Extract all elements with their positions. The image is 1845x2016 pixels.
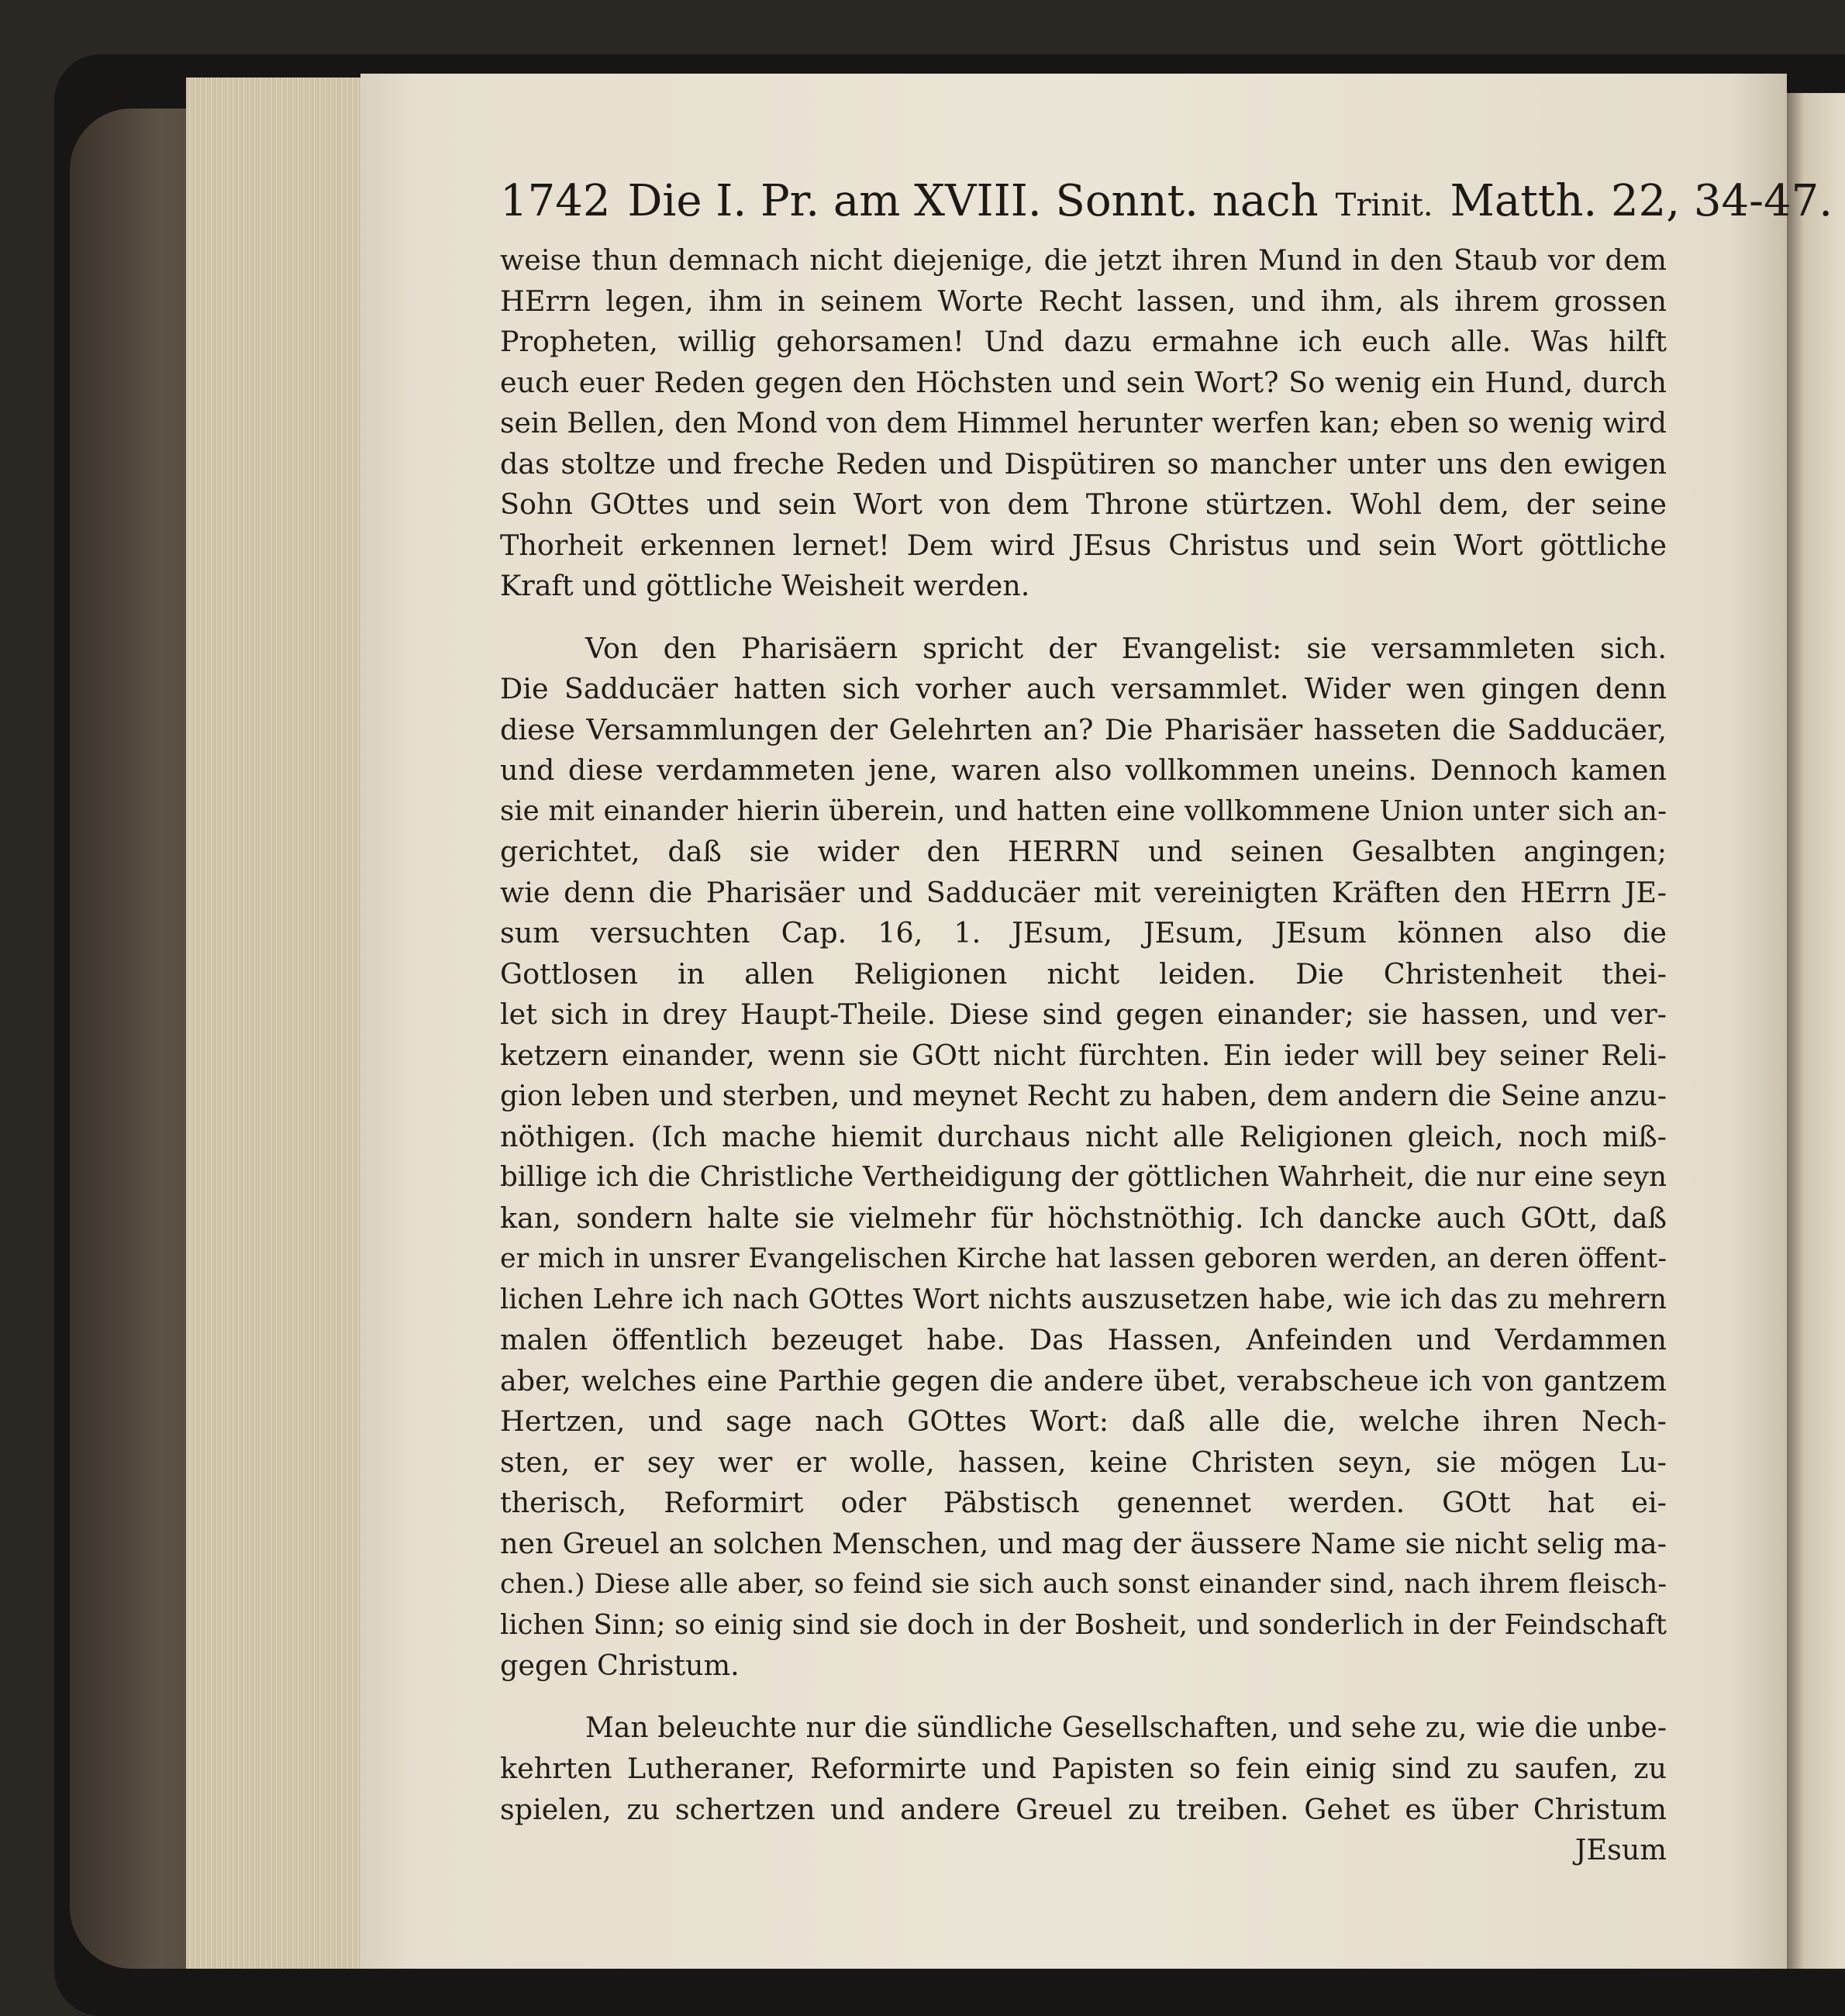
running-title: Die I. Pr. am XVIII. Sonnt. nach — [627, 176, 1319, 226]
text-line: lichen Sinn; so einig sind sie doch in der Bosheit, und sonderlich in der Feindschaft — [500, 1608, 1667, 1641]
text-line: Propheten, willig gehorsamen! Und dazu ermahne ich euch alle. Was hilft — [500, 325, 1667, 358]
text-line: weise thun demnach nicht diejenige, die jetzt ihren Mund in den Staub vor dem — [500, 243, 1667, 277]
catchword: JEsum — [1574, 1833, 1667, 1866]
text-line: Gottlosen in allen Religionen nicht leiden. Die Christenheit thei- — [500, 956, 1667, 991]
body-text — [500, 240, 1667, 1871]
text-line: Kraft und göttliche Weisheit werden. — [500, 569, 1030, 602]
text-line: spielen, zu schertzen und andere Greuel zu treiben. Gehet es über Christum — [500, 1792, 1667, 1826]
text-line: Thorheit erkennen lernet! Dem wird JEsus Christus und sein Wort göttliche — [500, 528, 1667, 562]
text-line: Von den Pharisäern spricht der Evangelist: sie versammleten sich. — [585, 631, 1667, 665]
text-line: let sich in drey Haupt-Theile. Diese sind gegen einander; sie hassen, und ver- — [500, 998, 1667, 1031]
text-line: gegen Christum. — [500, 1649, 740, 1682]
page-number: 1742 — [500, 176, 611, 226]
running-title-trinit: Trinit. — [1335, 188, 1433, 223]
text-line: Hertzen, und sage nach GOttes Wort: daß alle die, welche ihren Nech- — [500, 1404, 1667, 1438]
text-line: malen öffentlich bezeuget habe. Das Hassen, Anfeinden und Verdammen — [500, 1323, 1667, 1356]
text-line: er mich in unsrer Evangelischen Kirche hat lassen geboren werden, an deren öffent- — [500, 1243, 1667, 1274]
text-line: kehrten Lutheraner, Reformirte und Papisten so fein einig sind zu saufen, zu — [500, 1752, 1667, 1785]
text-line: lichen Lehre ich nach GOttes Wort nichts auszusetzen habe, wie ich das zu mehrern — [500, 1283, 1667, 1315]
text-line: euch euer Reden gegen den Höchsten und sein Wort? So wenig ein Hund, durch — [500, 365, 1667, 399]
text-line: Sohn GOttes und sein Wort von dem Throne stürtzen. Wohl dem, der seine — [500, 488, 1667, 521]
text-line: diese Versammlungen der Gelehrten an? Die Pharisäer hasseten die Sadducäer, — [500, 712, 1667, 746]
text-line: HErrn legen, ihm in seinem Worte Recht lassen, und ihm, als ihrem grossen — [500, 284, 1667, 318]
text-line: sten, er sey wer er wolle, hassen, keine Christen seyn, sie mögen Lu- — [500, 1445, 1667, 1479]
text-line: nöthigen. (Ich mache hiemit durchaus nicht alle Religionen gleich, noch miß- — [500, 1119, 1667, 1153]
paragraph-gap — [500, 1687, 1667, 1708]
page-edges — [186, 78, 364, 1969]
text-line: sein Bellen, den Mond von dem Himmel herunter werfen kan; eben so wenig wird — [500, 407, 1667, 439]
text-line: therisch, Reformirt oder Päbstisch genennet werden. GOtt hat ei- — [500, 1486, 1667, 1519]
text-line: ketzern einander, wenn sie GOtt nicht fürchten. Ein ieder will bey seiner Reli- — [500, 1038, 1667, 1072]
text-line: sum versuchten Cap. 16, 1. JEsum, JEsum, JEsum können also die — [500, 916, 1667, 949]
text-line: nen Greuel an solchen Menschen, und mag der äussere Name sie nicht selig ma- — [500, 1526, 1667, 1560]
page-header — [500, 167, 1833, 236]
text-line: chen.) Diese alle aber, so feind sie sich auch sonst einander sind, nach ihrem fleisch- — [500, 1569, 1667, 1600]
text-line: wie denn die Pharisäer und Sadducäer mit vereinigten Kräften den HErrn JE- — [500, 875, 1667, 909]
text-line: billige ich die Christliche Vertheidigung der göttlichen Wahrheit, die nur eine seyn — [500, 1161, 1667, 1193]
text-line: gion leben und sterben, und meynet Recht zu haben, dem andern die Seine anzu- — [500, 1079, 1667, 1112]
text-line: sie mit einander hierin überein, und hatten eine vollkommene Union unter sich an- — [500, 794, 1667, 827]
text-line: kan, sondern halte sie vielmehr für höchstnöthig. Ich dancke auch GOtt, daß — [500, 1201, 1667, 1235]
text-line: Man beleuchte nur die sündliche Gesellschaften, und sehe zu, wie die unbe- — [585, 1711, 1667, 1744]
scripture-reference: Matth. 22, 34-47. — [1450, 176, 1833, 226]
text-line: das stoltze und freche Reden und Dispütiren so mancher unter uns den ewigen — [500, 446, 1667, 481]
paragraph-gap — [500, 607, 1667, 629]
text-line: aber, welches eine Parthie gegen die andere übet, verabscheue ich von gantzem — [500, 1363, 1667, 1397]
text-line: Die Sadducäer hatten sich vorher auch versammlet. Wider wen gingen denn — [500, 672, 1667, 705]
text-line: und diese verdammeten jene, waren also vollkommen uneins. Dennoch kamen — [500, 753, 1667, 787]
text-line: gerichtet, daß sie wider den HERRN und seinen Gesalbten angingen; — [500, 835, 1667, 868]
facing-page-edge — [1787, 93, 1845, 1969]
